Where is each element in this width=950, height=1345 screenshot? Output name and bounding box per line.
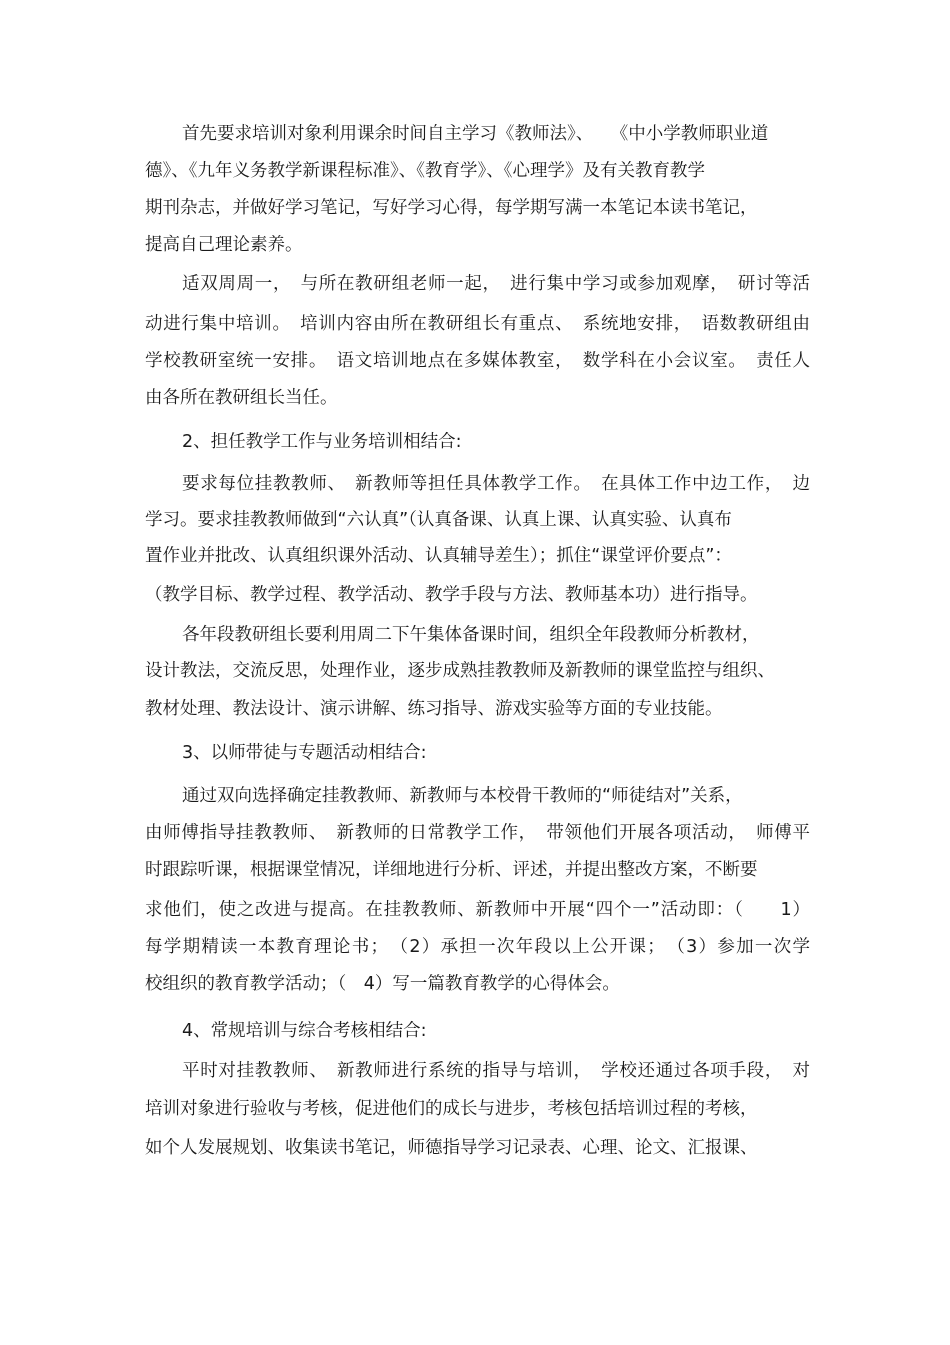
text-line: 如个人发展规划、收集读书笔记，师德指导学习记录表、心理、论文、汇报课、	[145, 1138, 758, 1158]
text-line: 每学期精读一本教育理论书； （2）承担一次年段以上公开课； （3）参加一次学	[145, 937, 810, 957]
text-line: 平时对挂教教师、 新教师进行系统的指导与培训， 学校还通过各项手段， 对	[182, 1061, 810, 1081]
text-line: 由师傅指导挂教教师、 新教师的日常教学工作， 带领他们开展各项活动， 师傅平	[145, 823, 810, 843]
section-heading: 3、以师带徒与专题活动相结合:	[182, 743, 427, 763]
text-line: 学校教研室统一安排。 语文培训地点在多媒体教室， 数学科在小会议室。 责任人	[145, 351, 810, 371]
section-heading: 2、担任教学工作与业务培训相结合:	[182, 432, 462, 452]
text-line: 时跟踪听课，根据课堂情况，详细地进行分析、评述，并提出整改方案，不断要	[145, 860, 758, 880]
text-line: （教学目标、教学过程、教学活动、教学手段与方法、教师基本功）进行指导。	[145, 585, 758, 605]
text-line: 动进行集中培训。 培训内容由所在教研组长有重点、 系统地安排， 语数教研组由	[145, 314, 810, 334]
text-line: 各年段教研组长要利用周二下午集体备课时间，组织全年段教师分析教材，	[182, 625, 760, 645]
section-heading: 4、常规培训与综合考核相结合:	[182, 1021, 427, 1041]
text-line: 由各所在教研组长当任。	[145, 388, 338, 408]
text-line: 校组织的教育教学活动；（ 4）写一篇教育教学的心得体会。	[145, 974, 620, 994]
text-line: 置作业并批改、认真组织课外活动、认真辅导差生）；抓住“课堂评价要点”：	[145, 546, 732, 566]
text-line: 教材处理、教法设计、演示讲解、练习指导、游戏实验等方面的专业技能。	[145, 699, 723, 719]
text-line: 适双周周一， 与所在教研组老师一起， 进行集中学习或参加观摩， 研讨等活	[182, 274, 810, 294]
text-line: 要求每位挂教教师、 新教师等担任具体教学工作。 在具体工作中边工作， 边	[182, 474, 810, 494]
text-line: 首先要求培训对象利用课余时间自主学习《教师法》、 《中小学教师职业道	[182, 124, 769, 144]
text-line: 期刊杂志，并做好学习笔记，写好学习心得，每学期写满一本笔记本读书笔记，	[145, 198, 758, 218]
text-line: 德》、《九年义务教学新课程标准》、《教育学》、《心理学》及有关教育教学	[145, 161, 705, 181]
text-line: 求他们，使之改进与提高。在挂教教师、新教师中开展“四个一”活动即：（ 1）	[145, 900, 810, 920]
text-line: 通过双向选择确定挂教教师、新教师与本校骨干教师的“师徒结对”关系，	[182, 786, 743, 806]
text-line: 设计教法，交流反思，处理作业，逐步成熟挂教教师及新教师的课堂监控与组织、	[145, 661, 775, 681]
text-line: 培训对象进行验收与考核，促进他们的成长与进步，考核包括培训过程的考核，	[145, 1099, 758, 1119]
text-line: 学习。要求挂教教师做到“六认真”（认真备课、认真上课、认真实验、认真布	[145, 510, 732, 530]
text-line: 提高自己理论素养。	[145, 235, 303, 255]
